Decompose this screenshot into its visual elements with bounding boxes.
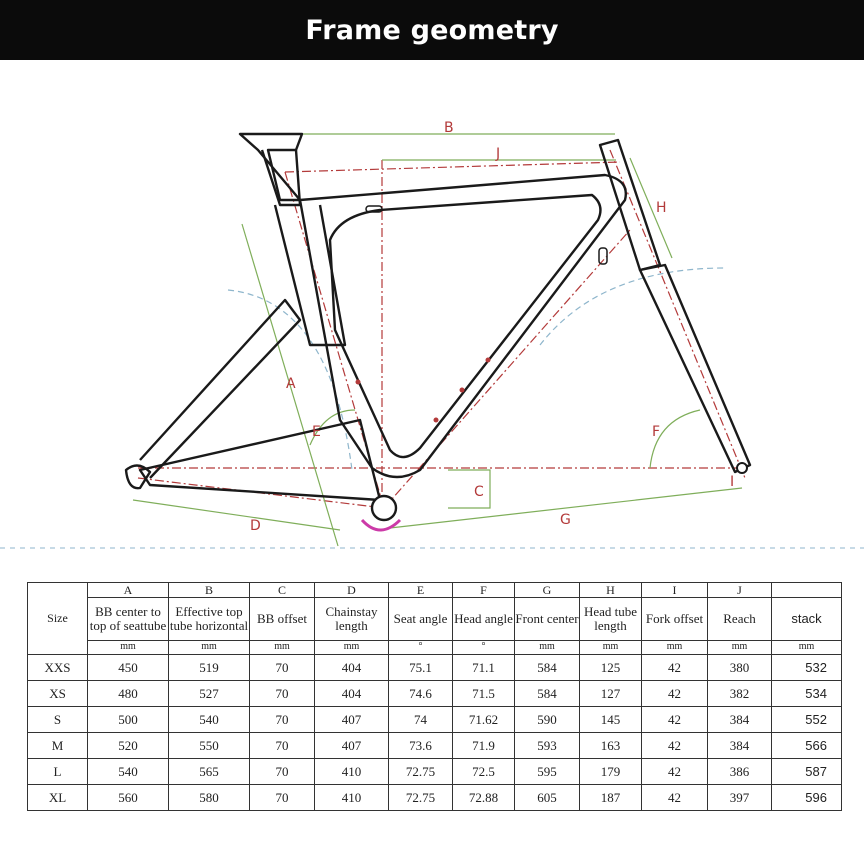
dim-line-D [133,500,340,530]
label-G: G [560,512,571,528]
table-cell: 480 [88,681,169,707]
stack-cell: 532 [772,655,842,681]
stack-cell: 587 [772,759,842,785]
stack-cell: 552 [772,707,842,733]
column-description: Front center [515,598,580,641]
table-cell: 145 [580,707,642,733]
column-letter: D [315,583,389,598]
table-row [28,759,842,785]
table-cell: 410 [315,759,389,785]
table-cell: 386 [708,759,772,785]
column-letter: H [580,583,642,598]
size-cell: S [28,707,88,733]
table-cell: 584 [515,655,580,681]
table-cell: 560 [88,785,169,811]
label-C: C [474,484,484,500]
down-tube-port [599,248,607,264]
column-description: BB offset [250,598,315,641]
table-cell: 72.75 [389,759,453,785]
column-description: Chainstay length [315,598,389,641]
table-cell: 70 [250,681,315,707]
table-description-row [28,598,842,641]
column-unit: mm [515,641,580,655]
label-B: B [444,120,454,136]
table-cell: 605 [515,785,580,811]
table-cell: 590 [515,707,580,733]
geometry-table [27,582,842,811]
column-letter: C [250,583,315,598]
table-cell: 71.1 [453,655,515,681]
table-cell: 42 [642,655,708,681]
bottom-bracket [372,496,396,520]
table-unit-row [28,641,842,655]
label-J: J [496,146,501,162]
size-cell: XXS [28,655,88,681]
column-unit: mm [580,641,642,655]
table-cell: 187 [580,785,642,811]
table-cell: 404 [315,655,389,681]
column-unit: mm [315,641,389,655]
column-letter: A [88,583,169,598]
frame-geometry-diagram [0,60,864,580]
table-cell: 70 [250,655,315,681]
table-cell: 500 [88,707,169,733]
column-unit: mm [250,641,315,655]
bb-rotation-mark [362,520,400,530]
table-cell: 580 [169,785,250,811]
stack-cell: 534 [772,681,842,707]
stack-cell: 566 [772,733,842,759]
column-letter: I [642,583,708,598]
chainstay [140,420,380,500]
table-cell: 520 [88,733,169,759]
table-cell: 384 [708,707,772,733]
table-cell: 74 [389,707,453,733]
table-cell: 382 [708,681,772,707]
table-cell: 527 [169,681,250,707]
table-cell: 410 [315,785,389,811]
table-row [28,707,842,733]
fork [640,265,750,472]
size-cell: M [28,733,88,759]
bottle-bolt-3 [486,358,491,363]
table-cell: 42 [642,733,708,759]
column-description: Fork offset [642,598,708,641]
column-unit: ° [453,641,515,655]
column-unit: ° [389,641,453,655]
table-cell: 595 [515,759,580,785]
table-cell: 72.5 [453,759,515,785]
column-description: Effective top tube horizontal [169,598,250,641]
column-unit: mm [772,641,842,655]
table-cell: 584 [515,681,580,707]
table-letter-row [28,583,842,598]
table-cell: 397 [708,785,772,811]
column-description-stack: stack [772,598,842,641]
table-cell: 179 [580,759,642,785]
table-cell: 125 [580,655,642,681]
size-cell: L [28,759,88,785]
column-description: Seat angle [389,598,453,641]
seatpost [240,134,302,200]
table-cell: 450 [88,655,169,681]
size-cell: XS [28,681,88,707]
table-cell: 73.6 [389,733,453,759]
table-cell: 70 [250,759,315,785]
table-cell: 384 [708,733,772,759]
front-wheel-arc [540,268,725,345]
table-row [28,785,842,811]
seat-tube-bolt [356,380,361,385]
table-cell: 404 [315,681,389,707]
label-D: D [250,518,261,534]
table-cell: 519 [169,655,250,681]
frame-inner-window [330,195,600,457]
table-cell: 71.5 [453,681,515,707]
label-I: I [730,474,735,490]
table-cell: 75.1 [389,655,453,681]
size-cell: XL [28,785,88,811]
column-description: Head angle [453,598,515,641]
column-description: BB center to top of seattube [88,598,169,641]
column-letter: F [453,583,515,598]
table-cell: 71.9 [453,733,515,759]
table-cell: 550 [169,733,250,759]
table-cell: 42 [642,759,708,785]
table-cell: 42 [642,785,708,811]
front-axle [737,463,747,473]
table-row [28,655,842,681]
table-cell: 70 [250,707,315,733]
column-description: Head tube length [580,598,642,641]
size-header: Size [28,583,88,655]
table-cell: 42 [642,681,708,707]
column-description: Reach [708,598,772,641]
table-cell: 72.75 [389,785,453,811]
table-cell: 70 [250,785,315,811]
bottle-bolt-1 [434,418,439,423]
table-cell: 72.88 [453,785,515,811]
table-cell: 540 [88,759,169,785]
down-tube-centerline [384,230,630,508]
column-letter: G [515,583,580,598]
table-cell: 42 [642,707,708,733]
label-H: H [656,200,667,216]
column-letter: B [169,583,250,598]
label-E: E [312,424,321,440]
column-unit: mm [642,641,708,655]
bottle-bolt-2 [460,388,465,393]
table-cell: 593 [515,733,580,759]
title-bar [0,0,864,60]
table-cell: 163 [580,733,642,759]
table-cell: 407 [315,707,389,733]
column-letter [772,583,842,598]
table-cell: 540 [169,707,250,733]
table-cell: 71.62 [453,707,515,733]
table-cell: 70 [250,733,315,759]
table-cell: 407 [315,733,389,759]
page-title: Frame geometry [305,14,559,46]
table-cell: 565 [169,759,250,785]
table-cell: 127 [580,681,642,707]
column-unit: mm [88,641,169,655]
rear-dropout [126,465,150,488]
top-tube-centerline [285,162,620,172]
table-cell: 380 [708,655,772,681]
column-unit: mm [169,641,250,655]
head-tube-axis [610,150,745,478]
column-letter: E [389,583,453,598]
table-cell: 74.6 [389,681,453,707]
label-F: F [652,424,661,440]
table-row [28,681,842,707]
column-unit: mm [708,641,772,655]
stack-cell: 596 [772,785,842,811]
label-A: A [286,376,296,392]
column-letter: J [708,583,772,598]
table-row [28,733,842,759]
